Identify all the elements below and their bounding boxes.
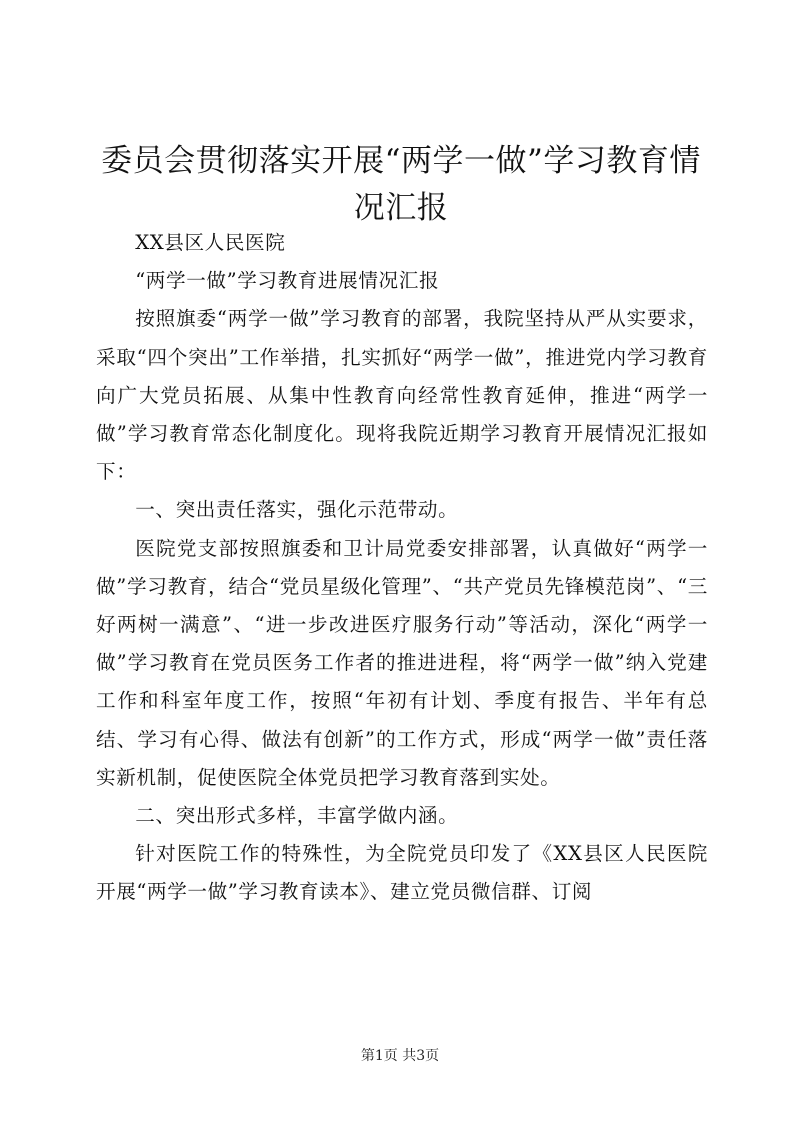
section-paragraph-2: 针对医院工作的特殊性，为全院党员印发了《XX县区人民医院开展“两学一做”学习教育读本》、建立党员微信群、订阅 <box>96 842 708 904</box>
document-body <box>96 224 708 912</box>
report-subtitle: “两学一做”学习教育进展情况汇报 <box>135 269 440 293</box>
organization-line: XX县区人民医院 <box>135 231 286 254</box>
page-footer: 第1页 共3页 <box>360 1048 440 1064</box>
section-paragraph-1: 医院党支部按照旗委和卫计局党委安排部署，认真做好“两学一做”学习教育，结合“党员星级化管理”、“共产党员先锋模范岗”、“三好两树一满意”、“进一步改进医疗服务行动”等活动，深化“两学一做”学习教育在党员医务工作者的推进进程，将“两学一做”纳入党建工作和科室年度工作，按照“年初有计划、季度有报告、半年有总结、学习有心得、做法有创新”的工作方式，形成“两学一做”责任落实新机制，促使医院全体党员把学习教育落到实处。 <box>96 536 708 789</box>
section-heading-1: 一、突出责任落实，强化示范带动。 <box>135 498 459 522</box>
document-title: 委员会贯彻落实开展“两学一做”学习教育情况汇报 <box>101 143 701 226</box>
section-heading-2: 二、突出形式多样，丰富学做内涵。 <box>135 804 459 828</box>
intro-paragraph: 按照旗委“两学一做”学习教育的部署，我院坚持从严从实要求，采取“四个突出”工作举措，扎实抓好“两学一做”，推进党内学习教育向广大党员拓展、从集中性教育向经常性教育延伸，推进“两学一做”学习教育常态化制度化。现将我院近期学习教育开展情况汇报如下： <box>96 307 708 484</box>
